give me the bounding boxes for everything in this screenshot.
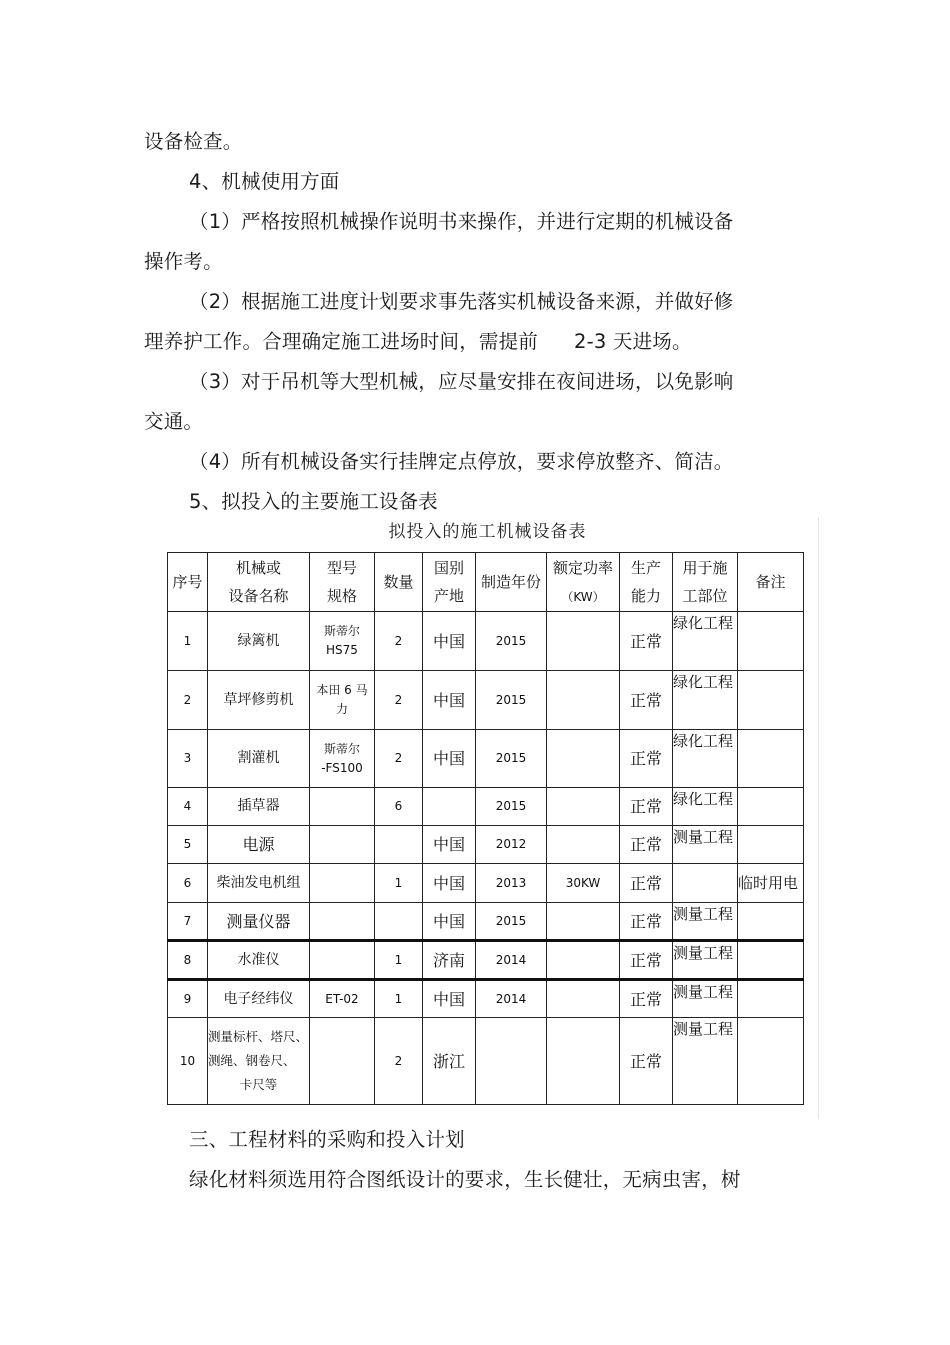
- cell-country: 济南: [423, 941, 476, 980]
- cell-model: 斯蒂尔 -FS100: [310, 730, 375, 788]
- cell-note: [738, 788, 804, 826]
- equipment-table-figure: [157, 517, 819, 1119]
- cell-qty: [375, 826, 423, 864]
- cell-capacity: 正常: [620, 903, 673, 941]
- cell-no: 6: [168, 864, 208, 903]
- header-name: 机械或 设备名称: [208, 553, 310, 612]
- cell-year: 2014: [476, 980, 547, 1018]
- equipment-table: [167, 552, 804, 1105]
- cell-qty: 1: [375, 864, 423, 903]
- cell-country: 中国: [423, 826, 476, 864]
- cell-note: [738, 980, 804, 1018]
- cell-no: 5: [168, 826, 208, 864]
- table-row: [168, 1018, 804, 1105]
- cell-country: 中国: [423, 864, 476, 903]
- header-country: 国别 产地: [423, 553, 476, 612]
- cell-power: [547, 941, 620, 980]
- cell-note: [738, 612, 804, 671]
- cell-no: 10: [168, 1018, 208, 1105]
- cell-capacity: 正常: [620, 941, 673, 980]
- cell-country: 中国: [423, 612, 476, 671]
- cell-note: [738, 671, 804, 730]
- cell-year: 2015: [476, 612, 547, 671]
- table-row: [168, 903, 804, 941]
- cell-country: 中国: [423, 671, 476, 730]
- table-title: 拟投入的施工机械设备表: [388, 522, 587, 542]
- cell-year: 2015: [476, 788, 547, 826]
- cell-name: 电源: [208, 826, 310, 864]
- cell-name: 插草器: [208, 788, 310, 826]
- text-line: 绿化材料须选用符合图纸设计的要求，生长健壮，无病虫害，树: [189, 1168, 741, 1191]
- table-row: [168, 826, 804, 864]
- cell-qty: 1: [375, 980, 423, 1018]
- cell-note: [738, 826, 804, 864]
- cell-qty: [375, 903, 423, 941]
- cell-no: 4: [168, 788, 208, 826]
- cell-power: [547, 980, 620, 1018]
- text-line: 设备检查。: [144, 130, 243, 153]
- cell-use: 测量工程: [673, 980, 738, 1018]
- cell-power: 30KW: [547, 864, 620, 903]
- cell-power: [547, 903, 620, 941]
- cell-no: 1: [168, 612, 208, 671]
- cell-power: [547, 1018, 620, 1105]
- cell-name: 电子经纬仪: [208, 980, 310, 1018]
- cell-model: [310, 826, 375, 864]
- cell-capacity: 正常: [620, 730, 673, 788]
- table-row: [168, 730, 804, 788]
- text-line: （1）严格按照机械操作说明书来操作，并进行定期的机械设备: [189, 210, 734, 233]
- cell-name: 绿篱机: [208, 612, 310, 671]
- cell-power: [547, 612, 620, 671]
- header-use: 用于施 工部位: [673, 553, 738, 612]
- cell-year: 2013: [476, 864, 547, 903]
- section-heading: 5、拟投入的主要施工设备表: [189, 490, 439, 513]
- cell-use: 绿化工程: [673, 788, 738, 826]
- cell-use: 绿化工程: [673, 612, 738, 671]
- cell-country: 中国: [423, 903, 476, 941]
- cell-model: [310, 864, 375, 903]
- cell-model: [310, 941, 375, 980]
- cell-model: [310, 1018, 375, 1105]
- header-year: 制造年份: [476, 553, 547, 612]
- cell-qty: 2: [375, 730, 423, 788]
- cell-no: 8: [168, 941, 208, 980]
- table-header-row: [168, 553, 804, 612]
- text-line: 理养护工作。合理确定施工进场时间，需提前 2-3 天进场。: [144, 330, 692, 353]
- section-heading: 三、工程材料的采购和投入计划: [189, 1128, 465, 1151]
- header-no: 序号: [168, 553, 208, 612]
- cell-use: 测量工程: [673, 941, 738, 980]
- cell-qty: 6: [375, 788, 423, 826]
- cell-name: 草坪修剪机: [208, 671, 310, 730]
- table-row: [168, 671, 804, 730]
- table-row: [168, 941, 804, 980]
- cell-note: [738, 730, 804, 788]
- text-line: 操作考。: [144, 250, 223, 273]
- cell-use: [673, 864, 738, 903]
- cell-model: 斯蒂尔 HS75: [310, 612, 375, 671]
- cell-use: 绿化工程: [673, 730, 738, 788]
- cell-capacity: 正常: [620, 671, 673, 730]
- cell-name: 测量仪器: [208, 903, 310, 941]
- cell-year: 2015: [476, 671, 547, 730]
- cell-year: 2015: [476, 730, 547, 788]
- table-row: [168, 612, 804, 671]
- cell-qty: 2: [375, 1018, 423, 1105]
- cell-use: 测量工程: [673, 1018, 738, 1105]
- cell-country: 浙江: [423, 1018, 476, 1105]
- cell-capacity: 正常: [620, 980, 673, 1018]
- cell-no: 2: [168, 671, 208, 730]
- cell-note: [738, 903, 804, 941]
- cell-name: 水准仪: [208, 941, 310, 980]
- cell-capacity: 正常: [620, 1018, 673, 1105]
- cell-qty: 2: [375, 671, 423, 730]
- cell-note: 临时用电: [738, 864, 804, 903]
- cell-no: 3: [168, 730, 208, 788]
- cell-power: [547, 671, 620, 730]
- cell-qty: 1: [375, 941, 423, 980]
- cell-year: 2014: [476, 941, 547, 980]
- header-qty: 数量: [375, 553, 423, 612]
- cell-use: 测量工程: [673, 903, 738, 941]
- cell-country: 中国: [423, 730, 476, 788]
- table-row: [168, 980, 804, 1018]
- cell-model: [310, 903, 375, 941]
- cell-country: [423, 788, 476, 826]
- cell-note: [738, 941, 804, 980]
- cell-power: [547, 788, 620, 826]
- cell-no: 7: [168, 903, 208, 941]
- cell-note: [738, 1018, 804, 1105]
- cell-use: 测量工程: [673, 826, 738, 864]
- table-row: [168, 864, 804, 903]
- cell-model: [310, 788, 375, 826]
- header-model: 型号 规格: [310, 553, 375, 612]
- cell-name: 割灌机: [208, 730, 310, 788]
- cell-capacity: 正常: [620, 788, 673, 826]
- text-line: （4）所有机械设备实行挂牌定点停放，要求停放整齐、简洁。: [189, 450, 734, 473]
- cell-no: 9: [168, 980, 208, 1018]
- cell-power: [547, 730, 620, 788]
- text-line: （3）对于吊机等大型机械，应尽量安排在夜间进场，以免影响: [189, 370, 734, 393]
- cell-year: 2012: [476, 826, 547, 864]
- cell-year: 2015: [476, 903, 547, 941]
- cell-year: [476, 1018, 547, 1105]
- cell-country: 中国: [423, 980, 476, 1018]
- cell-capacity: 正常: [620, 864, 673, 903]
- cell-qty: 2: [375, 612, 423, 671]
- cell-use: 绿化工程: [673, 671, 738, 730]
- cell-capacity: 正常: [620, 612, 673, 671]
- cell-capacity: 正常: [620, 826, 673, 864]
- header-note: 备注: [738, 553, 804, 612]
- cell-power: [547, 826, 620, 864]
- section-heading: 4、机械使用方面: [189, 170, 340, 193]
- header-power: 额定功率 （KW）: [547, 553, 620, 612]
- cell-name: 测量标杆、塔尺、 测绳、钢卷尺、 卡尺等: [208, 1018, 310, 1105]
- cell-name: 柴油发电机组: [208, 864, 310, 903]
- header-capacity: 生产 能力: [620, 553, 673, 612]
- table-row: [168, 788, 804, 826]
- cell-model: ET-02: [310, 980, 375, 1018]
- text-line: 交通。: [144, 410, 204, 433]
- text-line: （2）根据施工进度计划要求事先落实机械设备来源，并做好修: [189, 290, 734, 313]
- cell-model: 本田 6 马 力: [310, 671, 375, 730]
